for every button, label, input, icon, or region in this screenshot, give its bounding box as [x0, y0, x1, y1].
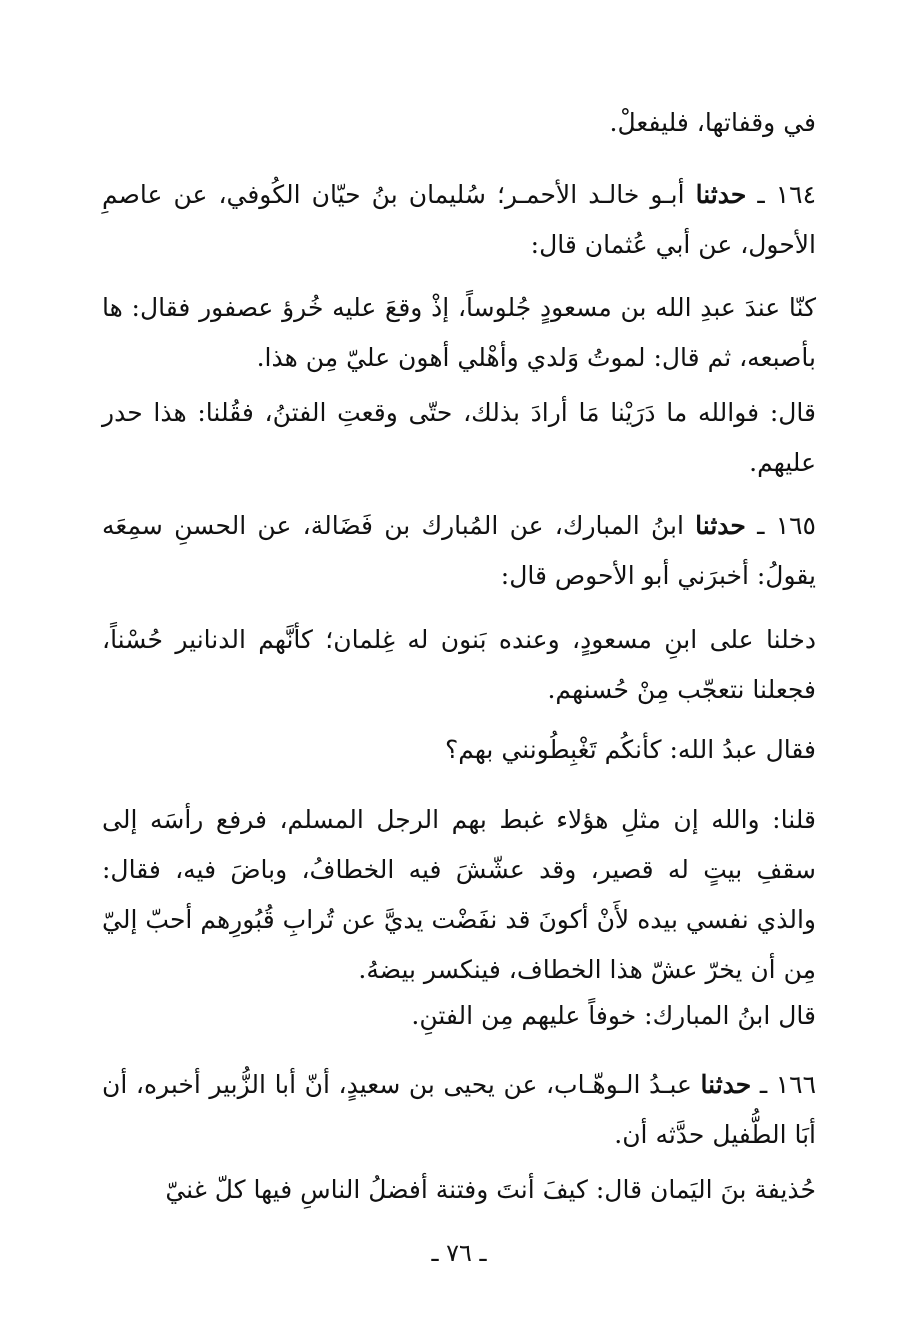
narration-keyword: حدثنا	[695, 511, 746, 540]
paragraph-text: قال: فوالله ما دَرَيْنا مَا أرادَ بذلك، حتّى وقعتِ الفتنُ، فقُلنا: هذا حدر عليهم.	[102, 398, 816, 477]
hadith-165-paragraph-3	[102, 795, 816, 995]
hadith-165-paragraph-4	[102, 991, 816, 1041]
paragraph-text: في وقفاتها، فليفعلْ.	[609, 108, 816, 137]
hadith-number: ١٦٦ ـ	[751, 1070, 817, 1099]
isnad-text: عبـدُ الـوهّـاب، عن يحيى بن سعيدٍ، أنّ أبا الزُّبير أخبره، أن أبَا الطُّفيل حدَّثه أن.	[102, 1070, 816, 1149]
paragraph-text: قال ابنُ المبارك: خوفاً عليهم مِن الفتنِ.	[411, 1001, 816, 1030]
paragraph-text: حُذيفة بنَ اليَمان قال: كيفَ أنتَ وفتنة أفضلُ الناسِ فيها كلّ غنيّ	[165, 1175, 816, 1204]
hadith-number: ١٦٥ ـ	[745, 511, 816, 540]
hadith-166-paragraph-1	[102, 1165, 816, 1215]
page-number: ـ ٧٦ ـ	[431, 1239, 487, 1267]
hadith-165-paragraph-1	[102, 615, 816, 715]
isnad-text: ابنُ المبارك، عن المُبارك بن فَضَالة، عن الحسنِ سمِعَه يقولُ: أخبرَني أبو الأحوص قال:	[102, 511, 816, 590]
hadith-number: ١٦٤ ـ	[746, 180, 817, 209]
paragraph-text: دخلنا على ابنِ مسعودٍ، وعنده بَنون له غِلمان؛ كأنَّهم الدنانير حُسْناً، فجعلنا نتعجّب مِنْ حُسنهم.	[102, 625, 816, 704]
narration-keyword: حدثنا	[700, 1070, 752, 1099]
isnad-text: أبـو خالـد الأحمـر؛ سُليمان بنُ حيّان الكُوفي، عن عاصمِ الأحول، عن أبي عُثمان قال:	[102, 180, 816, 259]
hadith-165-header	[102, 501, 816, 601]
hadith-164-header	[102, 170, 816, 270]
paragraph-text: فقال عبدُ الله: كأنكُم تَغْبِطُونني بهم؟	[445, 735, 816, 764]
hadith-165-paragraph-2	[102, 725, 816, 775]
paragraph-text: كنّا عندَ عبدِ الله بن مسعودٍ جُلوساً، إذْ وقعَ عليه خُرؤ عصفور فقال: ها بأصبعه، ثم قال: لموتُ وَلدي وأهْلي أهون عليّ مِن هذا.	[102, 293, 816, 372]
paragraph-text: قلنا: والله إن مثلِ هؤلاء غبط بهم الرجل المسلم، فرفع رأسَه إلى سقفِ بيتٍ له قصير، وقد عشّشَ فيه الخطافُ، وباضَ فيه، فقال: والذي نفسي بيده لأَنْ أكونَ قد نفَضْت يديَّ عن تُرابِ قُبُورِهم أحبّ إليّ مِن أن يخرّ عشّ هذا الخطاف، فينكسر بيضهُ.	[102, 805, 816, 984]
hadith-166-header	[102, 1060, 816, 1160]
hadith-164-paragraph-2	[102, 388, 816, 488]
narration-keyword: حدثنا	[695, 180, 747, 209]
paragraph-continuation	[102, 98, 816, 148]
hadith-164-paragraph-1	[102, 283, 816, 383]
